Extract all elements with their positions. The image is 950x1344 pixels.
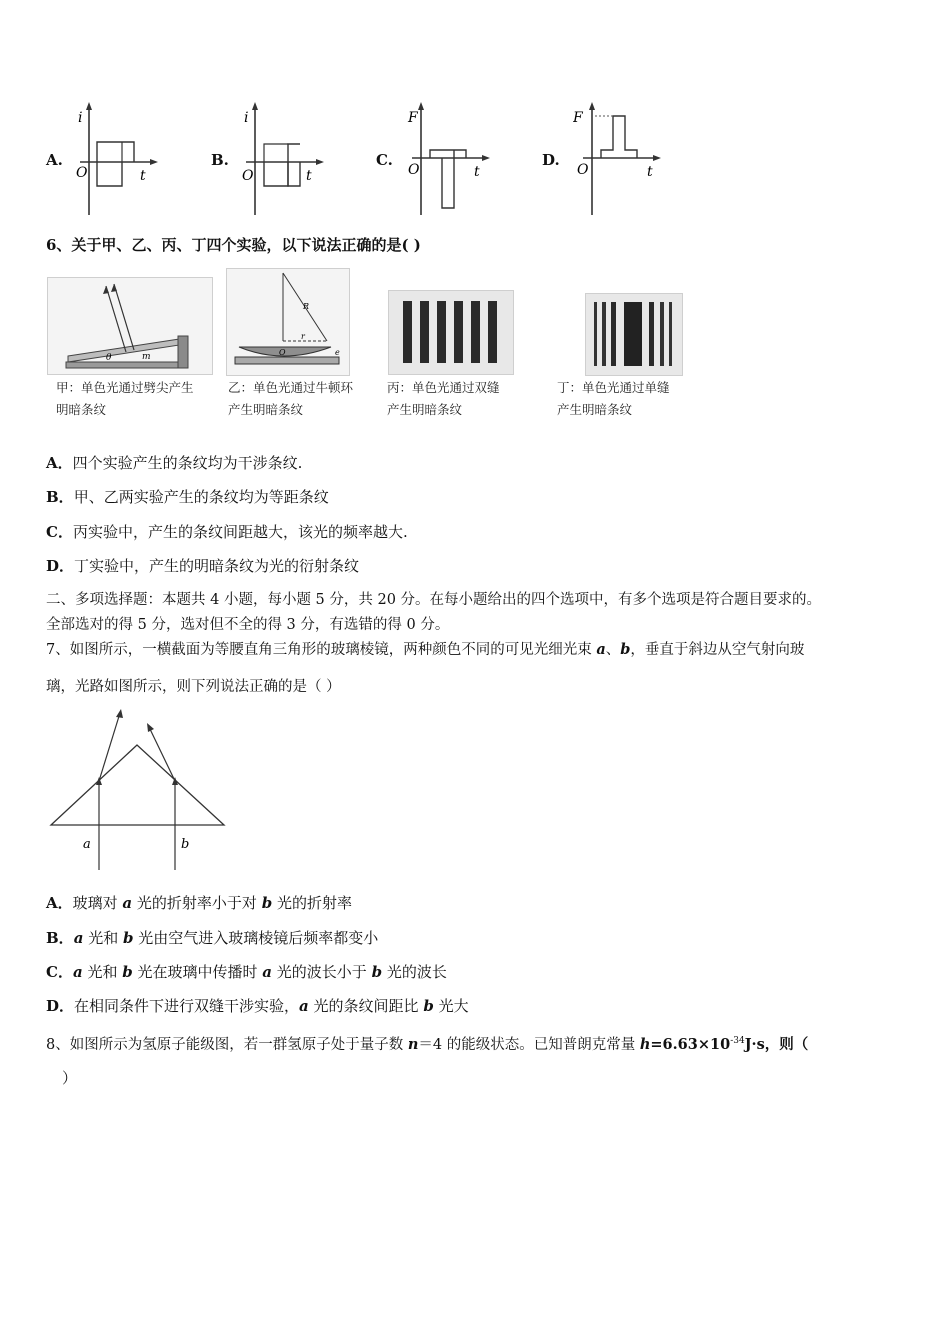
q7-stem-part-b: 、 [605, 642, 621, 658]
q8-exponent: -34 [730, 1036, 745, 1046]
q5-graph-b [236, 100, 326, 218]
q6-figure-bing [388, 290, 514, 375]
q5-c-axis-y: F [408, 110, 418, 126]
q7-option-c-t6: 光的波长小于 [272, 963, 372, 981]
q6-jia-label-m: m [142, 352, 151, 362]
q5-a-axis-y: i [78, 110, 83, 126]
q6-jia-label-theta: θ [106, 353, 112, 363]
q5-graph-c [402, 100, 492, 218]
q6-stem: 6、关于甲、乙、丙、丁四个实验，以下说法正确的是( ) [46, 236, 421, 254]
q7-option-d-t2: 光的条纹间距比 [308, 997, 424, 1015]
q7-option-c-t2: 光和 [82, 963, 123, 981]
q6-option-a-text: 四个实验产生的条纹均为干涉条纹. [72, 454, 303, 472]
q7-prism-figure [46, 705, 231, 875]
q6-option-a-label: A． [46, 454, 73, 472]
q7-option-d-t0: 在相同条件下进行双缝干涉实验， [74, 997, 300, 1015]
q7-option-b-var3: b [122, 929, 134, 947]
q5-options [0, 95, 700, 220]
q8-var-n: n [407, 1035, 419, 1053]
q8-stem-part-c: =6.63×10 [650, 1035, 731, 1053]
q8-stem-part-a: 8、如图所示为氢原子能级图，若一群氢原子处于量子数 [46, 1036, 408, 1053]
q7-option-b-t4: 光由空气进入玻璃棱镜后频率都变小 [133, 929, 379, 947]
q8-stem-part-d: J·s，则（ [744, 1035, 809, 1053]
q7-label-b: b [181, 837, 190, 852]
section2-line2: 全部选对的得 5 分，选对但不全的得 3 分，有选错的得 0 分。 [46, 617, 450, 633]
q5-b-origin: O [242, 168, 254, 184]
q6-figure-yi [226, 268, 350, 376]
q6-figure-ding [585, 293, 683, 376]
q5-graph-a [70, 100, 160, 218]
q7-option-c[interactable] [46, 961, 447, 983]
q5-option-c-label: C. [376, 151, 393, 169]
section2-line1: 二、多项选择题：本题共 4 小题，每小题 5 分，共 20 分。在每小题给出的四个选项中，有多个选项是符合题目要求的。 [46, 592, 822, 608]
q7-option-a-var3: b [261, 894, 273, 912]
q6-caption-ding-2: 产生明暗条纹 [557, 402, 633, 417]
q7-option-a-t2: 光的折射率小于对 [132, 894, 262, 912]
q7-option-d-var3: b [423, 997, 434, 1015]
q6-figure-jia [47, 277, 213, 375]
q6-yi-label-r-big: R [303, 302, 310, 311]
q5-c-axis-x: t [474, 164, 480, 180]
q5-option-d-label: D. [542, 151, 560, 169]
q5-b-axis-x: t [306, 168, 312, 184]
q7-option-a[interactable] [46, 892, 352, 914]
q7-option-d-t4: 光大 [433, 997, 469, 1015]
q7-option-c-var7: b [371, 963, 383, 981]
q7-option-a-label: A． [46, 894, 73, 912]
q7-option-d-var1: a [299, 997, 309, 1015]
q5-d-axis-x: t [647, 164, 653, 180]
q7-option-c-var3: b [122, 963, 133, 981]
q7-option-d[interactable] [46, 995, 469, 1017]
q7-option-c-label: C． [46, 963, 73, 981]
q5-d-origin: O [577, 162, 589, 178]
q7-option-a-var1: a [122, 894, 133, 912]
q5-option-b-label: B. [211, 151, 229, 169]
q6-caption-yi-1: 乙：单色光通过牛顿环 [228, 380, 354, 395]
q7-stem-line1 [46, 639, 804, 661]
q7-label-a: a [83, 837, 91, 852]
q6-yi-label-e: e [335, 348, 340, 357]
q7-stem-line2: 璃，光路如图所示，则下列说法正确的是（ ） [46, 679, 341, 695]
q6-option-c-label: C． [46, 523, 73, 541]
q7-option-c-t8: 光的波长 [382, 963, 447, 981]
q7-option-b[interactable] [46, 927, 378, 949]
q8-stem-line1 [46, 1030, 808, 1056]
q5-graph-d [573, 100, 663, 218]
q7-option-b-var1: a [73, 929, 84, 947]
q8-stem-part-b: ＝4 的能级状态。已知普朗克常量 [418, 1036, 640, 1053]
q7-option-c-var5: a [262, 963, 273, 981]
q6-option-b-text: 甲、乙两实验产生的条纹均为等距条纹 [73, 488, 329, 506]
q6-yi-label-o: O [279, 348, 286, 357]
q7-stem-part-a: 7、如图所示，一横截面为等腰直角三角形的玻璃棱镜，两种颜色不同的可见光细光束 [46, 642, 597, 658]
q6-option-c[interactable] [46, 521, 408, 543]
q8-stem-line2: ） [62, 1069, 78, 1087]
q5-d-axis-y: F [573, 110, 583, 126]
q6-caption-bing-1: 丙：单色光通过双缝 [387, 380, 500, 395]
q6-caption-bing-2: 产生明暗条纹 [387, 402, 463, 417]
q7-stem-part-c: ，垂直于斜边从空气射向玻 [630, 642, 805, 658]
q7-option-c-t4: 光在玻璃中传播时 [132, 963, 263, 981]
q7-option-c-var1: a [72, 963, 83, 981]
q6-caption-jia-2: 明暗条纹 [56, 402, 107, 417]
q5-b-axis-y: i [244, 110, 249, 126]
q5-a-axis-x: t [140, 168, 146, 184]
q6-option-d-label: D． [46, 557, 75, 575]
q7-option-a-t0: 玻璃对 [72, 894, 123, 912]
q6-yi-label-r: r [301, 332, 305, 341]
q7-option-b-label: B． [46, 929, 74, 947]
q5-c-origin: O [408, 162, 420, 178]
q7-stem-var-a: a [596, 641, 606, 658]
q7-option-a-t4: 光的折射率 [272, 894, 352, 912]
q6-option-b[interactable] [46, 486, 329, 508]
q6-option-c-text: 丙实验中，产生的条纹间距越大，该光的频率越大. [72, 523, 408, 541]
q7-option-d-label: D． [46, 997, 75, 1015]
q8-var-h: h [639, 1035, 651, 1053]
q6-caption-ding-1: 丁：单色光通过单缝 [557, 380, 670, 395]
q6-option-d-text: 丁实验中，产生的明暗条纹为光的衍射条纹 [74, 557, 360, 575]
q7-option-b-t2: 光和 [83, 929, 123, 947]
q5-a-origin: O [76, 165, 88, 181]
q6-caption-yi-2: 产生明暗条纹 [228, 402, 304, 417]
q6-option-b-label: B． [46, 488, 74, 506]
q5-option-a-label: A. [46, 151, 63, 169]
q6-caption-jia-1: 甲：单色光通过劈尖产生 [56, 380, 194, 395]
q6-option-d[interactable] [46, 555, 359, 577]
q7-stem-var-b: b [620, 641, 631, 658]
q6-option-a[interactable] [46, 452, 302, 474]
